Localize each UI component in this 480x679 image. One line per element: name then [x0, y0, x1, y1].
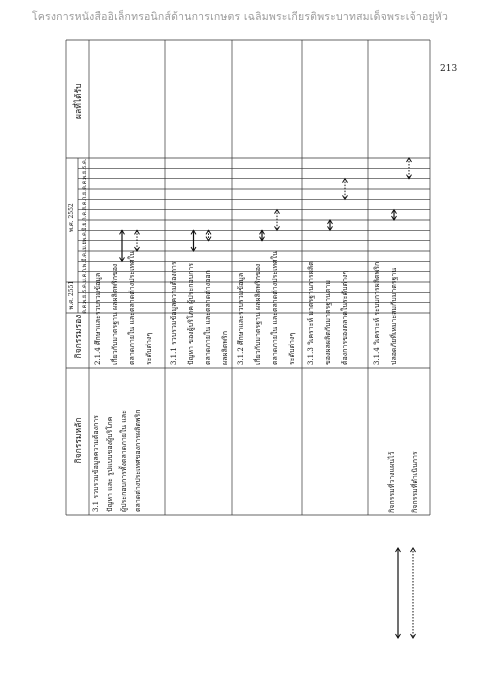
year-label-2552: พ.ศ. 2552	[68, 203, 75, 232]
planned-arrow	[260, 230, 265, 240]
month-label: ก.ย.	[82, 189, 88, 201]
sub-activity-line: ระดับต่างๆ	[288, 332, 296, 365]
sub-activity-line: ตลาดภายใน และตลาดต่างออก	[204, 270, 212, 365]
month-label: พ.ย.	[82, 168, 88, 180]
main-activity-line: 3.1 รวบรวมข้อมูลความต้องการ	[92, 415, 100, 512]
page-header: โครงการหนังสืออิเล็กทรอนิกส์ด้านการเกษตร เฉลิมพระเกียรติพระบาทสมเด็จพระเจ้าอยู่หัว	[31, 11, 449, 23]
month-label: ธ.ค.	[82, 282, 88, 294]
legend-actual-arrow	[411, 548, 416, 638]
legend-actual-label: กิจกรรมที่ดำเนินการ	[411, 451, 419, 513]
main-activity-line: ผู้ประกอบการทั้งตลาดภายใน และ	[120, 410, 128, 512]
header-sub-activity: กิจกรรมรอง	[74, 314, 84, 359]
sub-activity-line: ปัญหา ของผู้บริโภค ผู้ประกอบการ	[187, 262, 195, 365]
actual-arrow	[206, 230, 211, 240]
month-label: ก.ค.	[82, 210, 88, 221]
month-label: มี.ค.	[82, 251, 88, 263]
sub-activity-line: ตลาดภายใน และตลาดต่างประเทศใน	[271, 251, 279, 365]
planned-arrow	[120, 230, 125, 261]
sub-activity-line: ผลผลิตพริก	[221, 331, 229, 365]
sub-activity-line: เกี่ยวกับมาตรฐาน ผลผลิตพริกของ	[111, 263, 119, 365]
month-label: มิ.ย.	[82, 220, 88, 232]
month-label: พ.ค.	[82, 230, 88, 242]
sub-activity-line: ตลาดภายใน และตลาดต่างประเทศใน	[128, 251, 136, 365]
sub-activity-line: 3.1.2 ศึกษาและรวบรวมข้อมูล	[237, 272, 245, 365]
month-label: ต.ค.	[82, 178, 88, 190]
legend-planned-label: กิจกรรมที่วางแผนไว้	[388, 451, 396, 513]
sub-activity-line: 3.1.3 วิเคราะห์ มาตรฐานการผลิต	[307, 261, 315, 365]
month-label: ต.ค.	[82, 302, 88, 314]
month-label: ม.ค.	[82, 271, 88, 283]
year-label-2551: พ.ศ. 2551	[68, 280, 75, 310]
sub-activity-line: ของผลผลิตกับมาตรฐานตาม	[324, 280, 332, 365]
month-label: พ.ย.	[82, 292, 88, 304]
sub-activity-line: ระดับต่างๆ	[145, 332, 153, 365]
month-label: เม.ย.	[82, 239, 88, 252]
header-result: ผลที่ได้รับ	[74, 83, 84, 119]
sub-activity-line: 3.1.4 วิเคราะห์ ระบบการผลิตพริก	[373, 261, 381, 365]
main-activity-line: ตลาดต่างประเทศของการผลิตพริก	[134, 409, 142, 512]
main-activity-line: ปัญหา และ รูปแบบของผู้บริโภค	[106, 416, 114, 512]
sub-activity-line: 3.1.1 รวบรวมข้อมูลความต้องการ	[170, 261, 178, 365]
month-label: ธ.ค.	[82, 158, 88, 170]
legend-planned-arrow	[396, 548, 401, 638]
header-main-activity: กิจกรรมหลัก	[74, 417, 84, 464]
month-label: ก.พ.	[82, 261, 88, 273]
page-number: 213	[440, 64, 458, 74]
sub-activity-line: ปลอดภัยที่เหมาะสมกับมาตรฐาน	[390, 267, 398, 365]
sub-activity-line: 2.1.4 ศึกษาและรวบรวมข้อมูล	[94, 272, 102, 365]
sub-activity-line: เกี่ยวกับมาตรฐาน ผลผลิตพริกของ	[254, 263, 262, 365]
month-label: ส.ค.	[82, 199, 88, 211]
planned-arrow	[328, 220, 333, 230]
sub-activity-line: ต้องการของตลาดในระดับต่างๆ	[341, 270, 349, 365]
planned-arrow	[392, 210, 397, 220]
